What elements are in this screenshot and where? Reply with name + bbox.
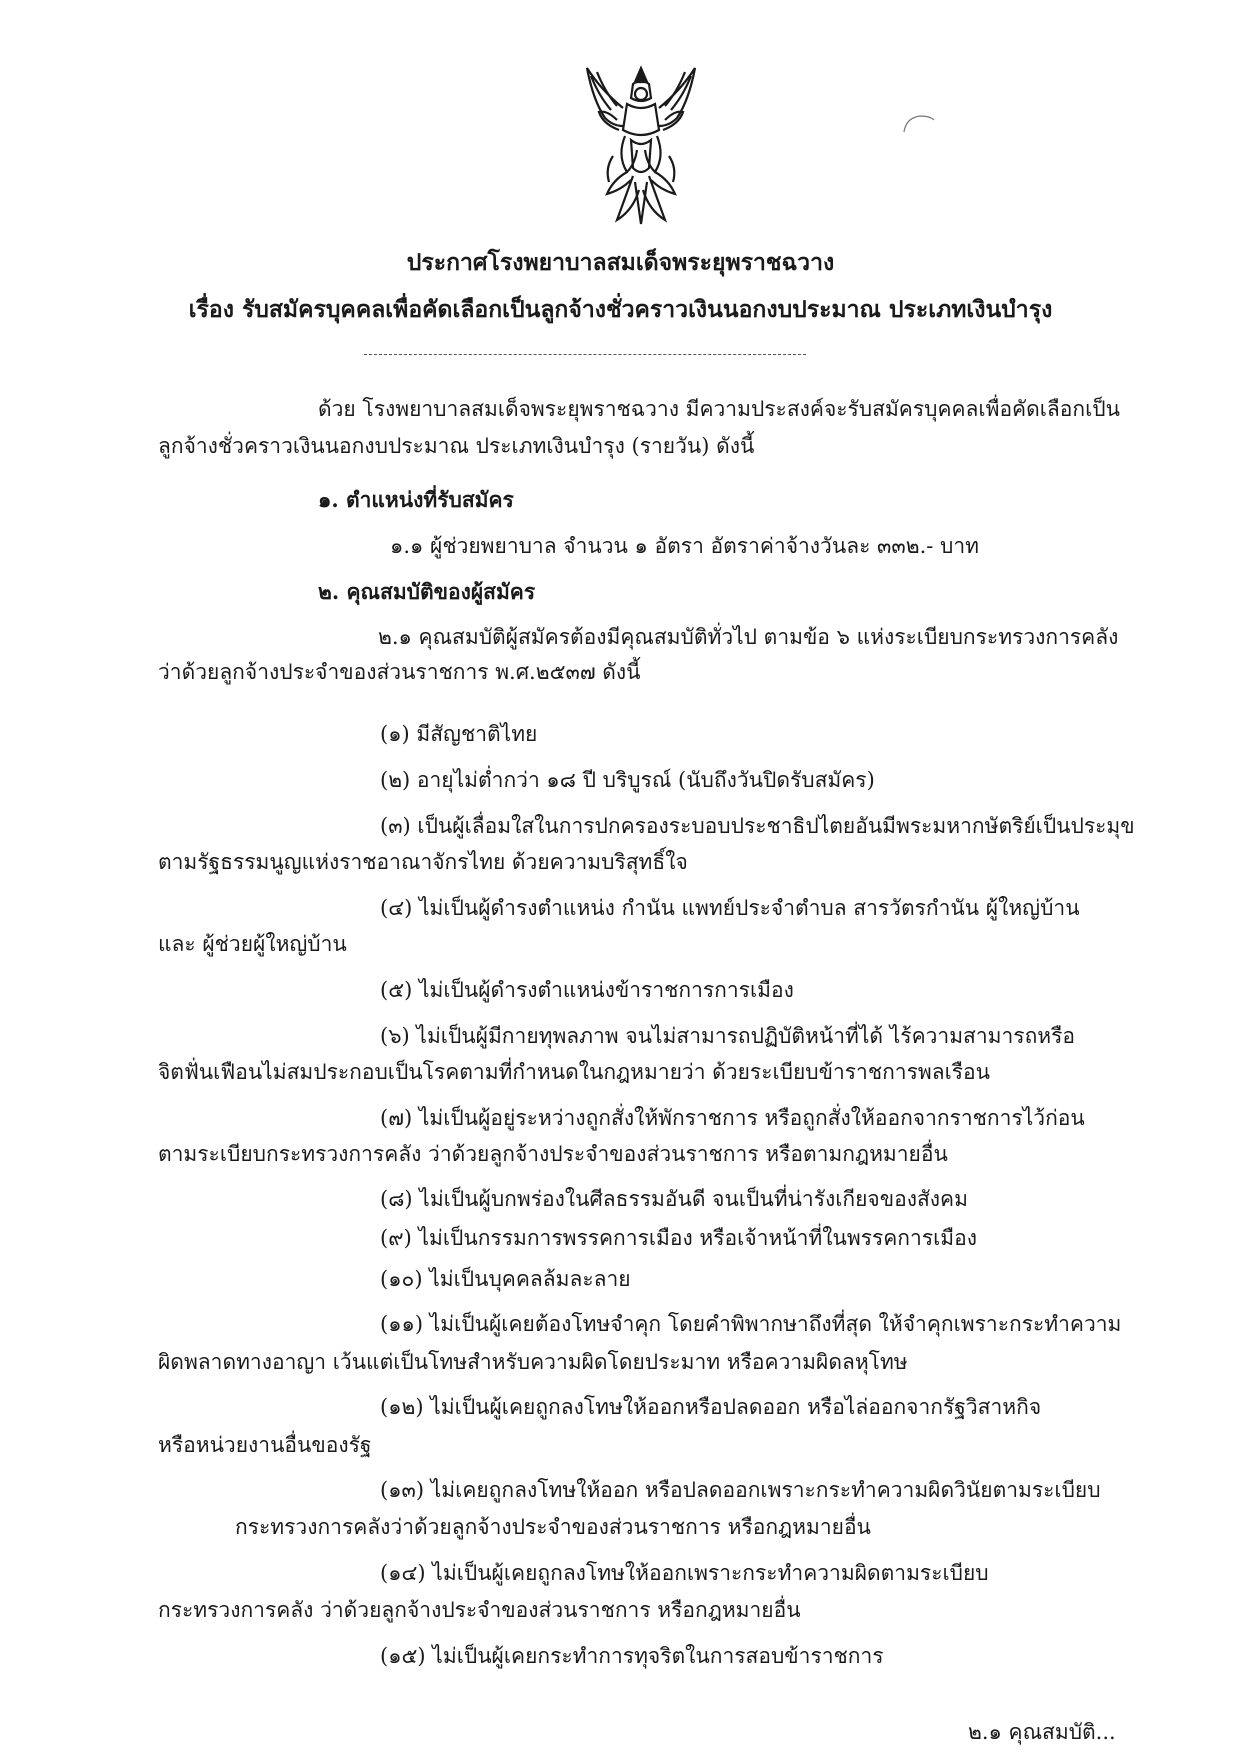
section-2-sub-line-2: ว่าด้วยลูกจ้างประจำของส่วนราชการ พ.ศ.๒๕๓๗ ดังนี้ [158, 660, 641, 684]
intro-line-2: ลูกจ้างชั่วคราวเงินนอกงบประมาณ ประเภทเงินบำรุง (รายวัน) ดังนี้ [158, 434, 755, 458]
qualification-15: (๑๕) ไม่เป็นผู้เคยกระทำการทุจริตในการสอบข้าราชการ [380, 1644, 884, 1668]
section-2-sub-line-1: ๒.๑ คุณสมบัติผู้สมัครต้องมีคุณสมบัติทั่วไป ตามข้อ ๖ แห่งระเบียบกระทรวงการคลัง [378, 625, 1119, 649]
announcement-subject: เรื่อง รับสมัครบุคคลเพื่อคัดเลือกเป็นลูกจ้างชั่วคราวเงินนอกงบประมาณ ประเภทเงินบำรุง [188, 296, 1053, 323]
qualification-14-line-1: (๑๔) ไม่เป็นผู้เคยถูกลงโทษให้ออกเพราะกระทำความผิดตามระเบียบ [380, 1561, 989, 1585]
scan-mark [900, 110, 940, 140]
continued-marker: ๒.๑ คุณสมบัติ... [968, 1720, 1116, 1744]
announcement-title: ประกาศโรงพยาบาลสมเด็จพระยุพราชฉวาง [406, 249, 835, 276]
qualification-3-line-1: (๓) เป็นผู้เลื่อมใสในการปกครองระบอบประชาธิปไตยอันมีพระมหากษัตริย์เป็นประมุข [380, 814, 1135, 838]
garuda-emblem-icon [577, 60, 705, 230]
title-divider [364, 354, 806, 355]
qualification-6-line-1: (๖) ไม่เป็นผู้มีกายทุพลภาพ จนไม่สามารถปฏิบัติหน้าที่ได้ ไร้ความสามารถหรือ [380, 1024, 1076, 1048]
qualification-7-line-1: (๗) ไม่เป็นผู้อยู่ระหว่างถูกสั่งให้พักราชการ หรือถูกสั่งให้ออกจากราชการไว้ก่อน [380, 1106, 1085, 1130]
qualification-6-line-2: จิตฟั่นเฟือนไม่สมประกอบเป็นโรคตามที่กำหนดในกฎหมายว่า ด้วยระเบียบข้าราชการพลเรือน [158, 1060, 991, 1084]
section-1-item: ๑.๑ ผู้ช่วยพยาบาล จำนวน ๑ อัตรา อัตราค่าจ้างวันละ ๓๓๒.- บาท [390, 534, 979, 558]
qualification-12-line-2: หรือหน่วยงานอื่นของรัฐ [158, 1433, 372, 1457]
qualification-2: (๒) อายุไม่ต่ำกว่า ๑๘ ปี บริบูรณ์ (นับถึงวันปิดรับสมัคร) [380, 768, 875, 792]
qualification-11-line-1: (๑๑) ไม่เป็นผู้เคยต้องโทษจำคุก โดยคำพิพากษาถึงที่สุด ให้จำคุกเพราะกระทำความ [380, 1312, 1122, 1336]
section-2-heading: ๒. คุณสมบัติของผู้สมัคร [318, 579, 536, 604]
qualification-4-line-2: และ ผู้ช่วยผู้ใหญ่บ้าน [158, 932, 347, 956]
qualification-7-line-2: ตามระเบียบกระทรวงการคลัง ว่าด้วยลูกจ้างประจำของส่วนราชการ หรือตามกฎหมายอื่น [158, 1142, 948, 1166]
section-1-heading: ๑. ตำแหน่งที่รับสมัคร [318, 487, 514, 512]
qualification-4-line-1: (๔) ไม่เป็นผู้ดำรงตำแหน่ง กำนัน แพทย์ประจำตำบล สารวัตรกำนัน ผู้ใหญ่บ้าน [380, 896, 1080, 920]
qualification-10: (๑๐) ไม่เป็นบุคคลล้มละลาย [380, 1267, 631, 1291]
qualification-13-line-1: (๑๓) ไม่เคยถูกลงโทษให้ออก หรือปลดออกเพราะกระทำความผิดวินัยตามระเบียบ [380, 1478, 1101, 1502]
qualification-5: (๕) ไม่เป็นผู้ดำรงตำแหน่งข้าราชการการเมือง [380, 978, 794, 1002]
qualification-9: (๙) ไม่เป็นกรรมการพรรคการเมือง หรือเจ้าหน้าที่ในพรรคการเมือง [380, 1226, 977, 1250]
qualification-11-line-2: ผิดพลาดทางอาญา เว้นแต่เป็นโทษสำหรับความผิดโดยประมาท หรือความผิดลหุโทษ [158, 1350, 908, 1374]
qualification-3-line-2: ตามรัฐธรรมนูญแห่งราชอาณาจักรไทย ด้วยความบริสุทธิ์ใจ [158, 850, 688, 874]
qualification-12-line-1: (๑๒) ไม่เป็นผู้เคยถูกลงโทษให้ออกหรือปลดออก หรือไล่ออกจากรัฐวิสาหกิจ [380, 1395, 1042, 1419]
qualification-14-line-2: กระทรวงการคลัง ว่าด้วยลูกจ้างประจำของส่วนราชการ หรือกฎหมายอื่น [158, 1598, 801, 1622]
intro-line-1: ด้วย โรงพยาบาลสมเด็จพระยุพราชฉวาง มีความประสงค์จะรับสมัครบุคคลเพื่อคัดเลือกเป็น [318, 397, 1120, 421]
qualification-1: (๑) มีสัญชาติไทย [380, 722, 538, 746]
qualification-8: (๘) ไม่เป็นผู้บกพร่องในศีลธรรมอันดี จนเป็นที่น่ารังเกียจของสังคม [380, 1187, 968, 1211]
qualification-13-line-2: กระทรวงการคลังว่าด้วยลูกจ้างประจำของส่วนราชการ หรือกฎหมายอื่น [235, 1515, 871, 1539]
